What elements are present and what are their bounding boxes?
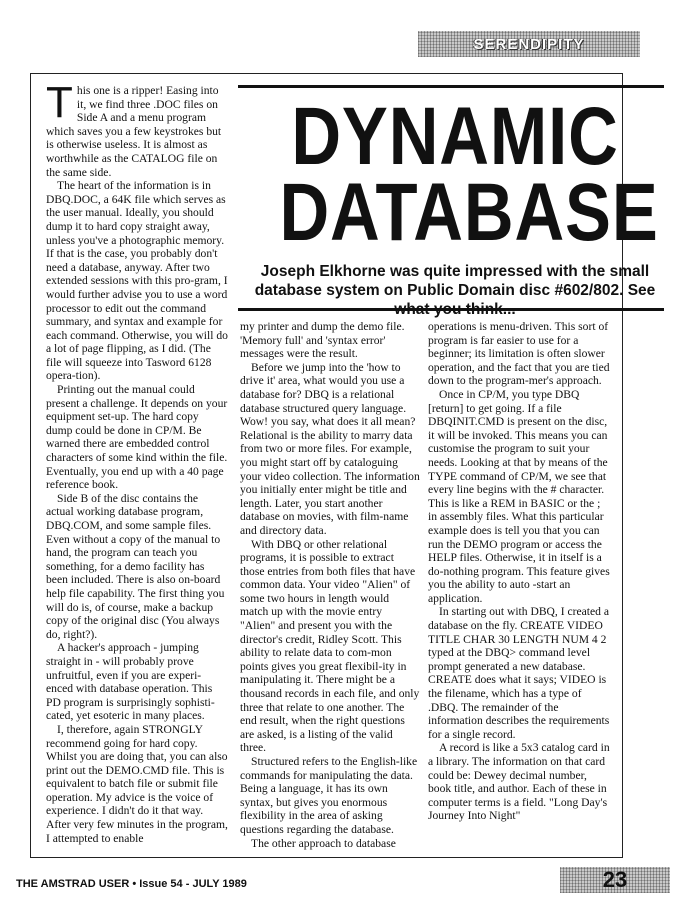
column-1-paragraph-2: The heart of the information is in DBQ.DOC, a 64K file which serves as the user manual. Ideally, you should dump it to hard copy straight away, unless you've a photographic memory. If that is the case, you probably don't need a database, anyway. After two extended sessions with this pro-gram, I would further advise you to use a word processor to edit out the command summary, and syntax and example for each command. Otherwise, you will do a lot of page flipping, as I did. (The file will squeeze into Tasword 6128 opera-tion). — [46, 179, 228, 383]
standfirst-bottom-rule — [238, 308, 664, 311]
standfirst: Joseph Elkhorne was quite impressed with the small database system on Public Domain disc #602/802. See — [254, 263, 656, 299]
footer-issue: Issue 54 — [139, 878, 183, 890]
column-2-paragraph-4: Structured refers to the English-like commands for manipulating the data. Being a language, it has its own syntax, but gives you enormous flexibility in the area of asking questions regarding the database. — [240, 755, 418, 836]
column-2-paragraph-3: With DBQ or other relational programs, it is possible to extract those entries from both files that have common data. Your video "Alien" of some two hours in length would match up with the movie entry "Alien" and present you with the director's credit, Ridley Scott. This ability to relate data to com-mon points gives you great flexibil-ity in manipulating it. There might be a thousand records in each file, and only three that relate to one another. The end result, when the right questions are asked, is a listing of the valid three. — [240, 537, 420, 755]
drop-cap: T — [46, 78, 73, 127]
footer-dash: - — [185, 878, 190, 890]
headline-line-1: DYNAMIC — [291, 91, 619, 182]
headline-line-2: DATABASE — [279, 167, 659, 258]
column-2-paragraph-2: Before we jump into the 'how to drive it' area, what would you use a database for? DBQ is a relational database structured query language. Wow! you say, what does it all mean? Relational is the ability to marry data from two or more files. For example, you might start off by cataloguing your video collection. The information you initially enter might be title and length. Later, you start another database on movies, with film-name and directory data. — [240, 360, 420, 537]
column-1-paragraph-3: Printing out the manual could present a challenge. It depends on your equipment set-up. The hard copy dump could be done in CP/M. Be warned there are embedded control characters of some kind within the file. Eventually, you end up with a 40 page reference book. — [46, 383, 228, 492]
column-3-paragraph-1: operations is menu-driven. This sort of program is far easier to use for a beginner; its limitation is often slower operation, and the fact that you are tied down to the program-mer's approach. — [428, 320, 610, 388]
column-1-paragraph-5: A hacker's approach - jumping straight in - will probably prove unfruitful, even if you are experi-enced with database operation. This PD program is surprisingly sophisti-cated, yet esoteric in many places. — [46, 641, 215, 723]
page-number-box — [560, 867, 670, 893]
column-2-paragraph-1: my printer and dump the demo file. 'Memory full' and 'syntax error' messages were the result. — [240, 320, 405, 361]
column-1-paragraph-4: Side B of the disc contains the actual working database program, DBQ.COM, and some sample files. Even without a copy of the manual to hand, the program can teach you something, for a demo facility has been included. There is also on-board help file capability. The first thing you will do is, of course, make a backup copy of the original disc (You always do, right?). — [46, 491, 225, 641]
section-tag — [418, 31, 640, 57]
column-3-paragraph-2: Once in CP/M, you type DBQ [return] to get going. If a file DBQINIT.CMD is present on the disc, it will be invoked. This means you can customise the program to suit your needs. Looking at that by means of the TYPE command of CP/M, we see that every line begins with the # character. This is like a REM in BASIC or the ; in assembly files. What this particular example does is tell you that you can run the DEMO program or access the HELP files. Otherwise, it in itself is a do-nothing program. This feature gives you the ability to auto -start an application. — [428, 387, 610, 605]
body-column-3 — [428, 320, 612, 823]
page-footer — [16, 878, 247, 890]
body-column-2 — [240, 320, 420, 850]
headline-top-rule — [238, 85, 664, 88]
footer-separator: • — [132, 878, 137, 890]
page-number: 23 — [602, 867, 628, 892]
footer-date: JULY 1989 — [192, 878, 247, 890]
footer-publication: THE AMSTRAD USER — [16, 878, 130, 890]
column-2-paragraph-5: The other approach to database — [251, 836, 396, 850]
paragraph-text: his one is a ripper! Easing into it, we find three .DOC files on Side A and a menu program which saves you a few keystrokes but is otherwise useless. It is almost as worthwhile as the CATALOG file on the same side. — [46, 84, 222, 179]
section-tag-label: SERENDIPITY — [473, 35, 585, 53]
column-1-paragraph-6: I, therefore, again STRONGLY recommend going for hard copy. Whilst you are doing that, you can also print out the DEMO.CMD file. This is equivalent to batch file or submit file operation. My advice is the voice of experience. I didn't do it that way. After very few minutes in the program, I attempted to enable — [46, 722, 228, 845]
column-3-paragraph-3: In starting out with DBQ, I created a database on the fly. CREATE VIDEO TITLE CHAR 30 LENGTH NUM 4 2 typed at the DBQ> command level prompt generated a new database. CREATE does what it says; VIDEO is the filename, which has a type of .DBQ. The remainder of the information describes the requirements for a single record. — [428, 605, 610, 741]
body-column-1 — [46, 78, 228, 845]
column-3-paragraph-4: A record is like a 5x3 catalog card in a library. The information on that card could be: Dewey decimal number, book title, and author. Each of these in computer terms is a field. "Long Day's Journey Into Night" — [428, 741, 610, 823]
column-1-paragraph-1 — [46, 78, 228, 179]
